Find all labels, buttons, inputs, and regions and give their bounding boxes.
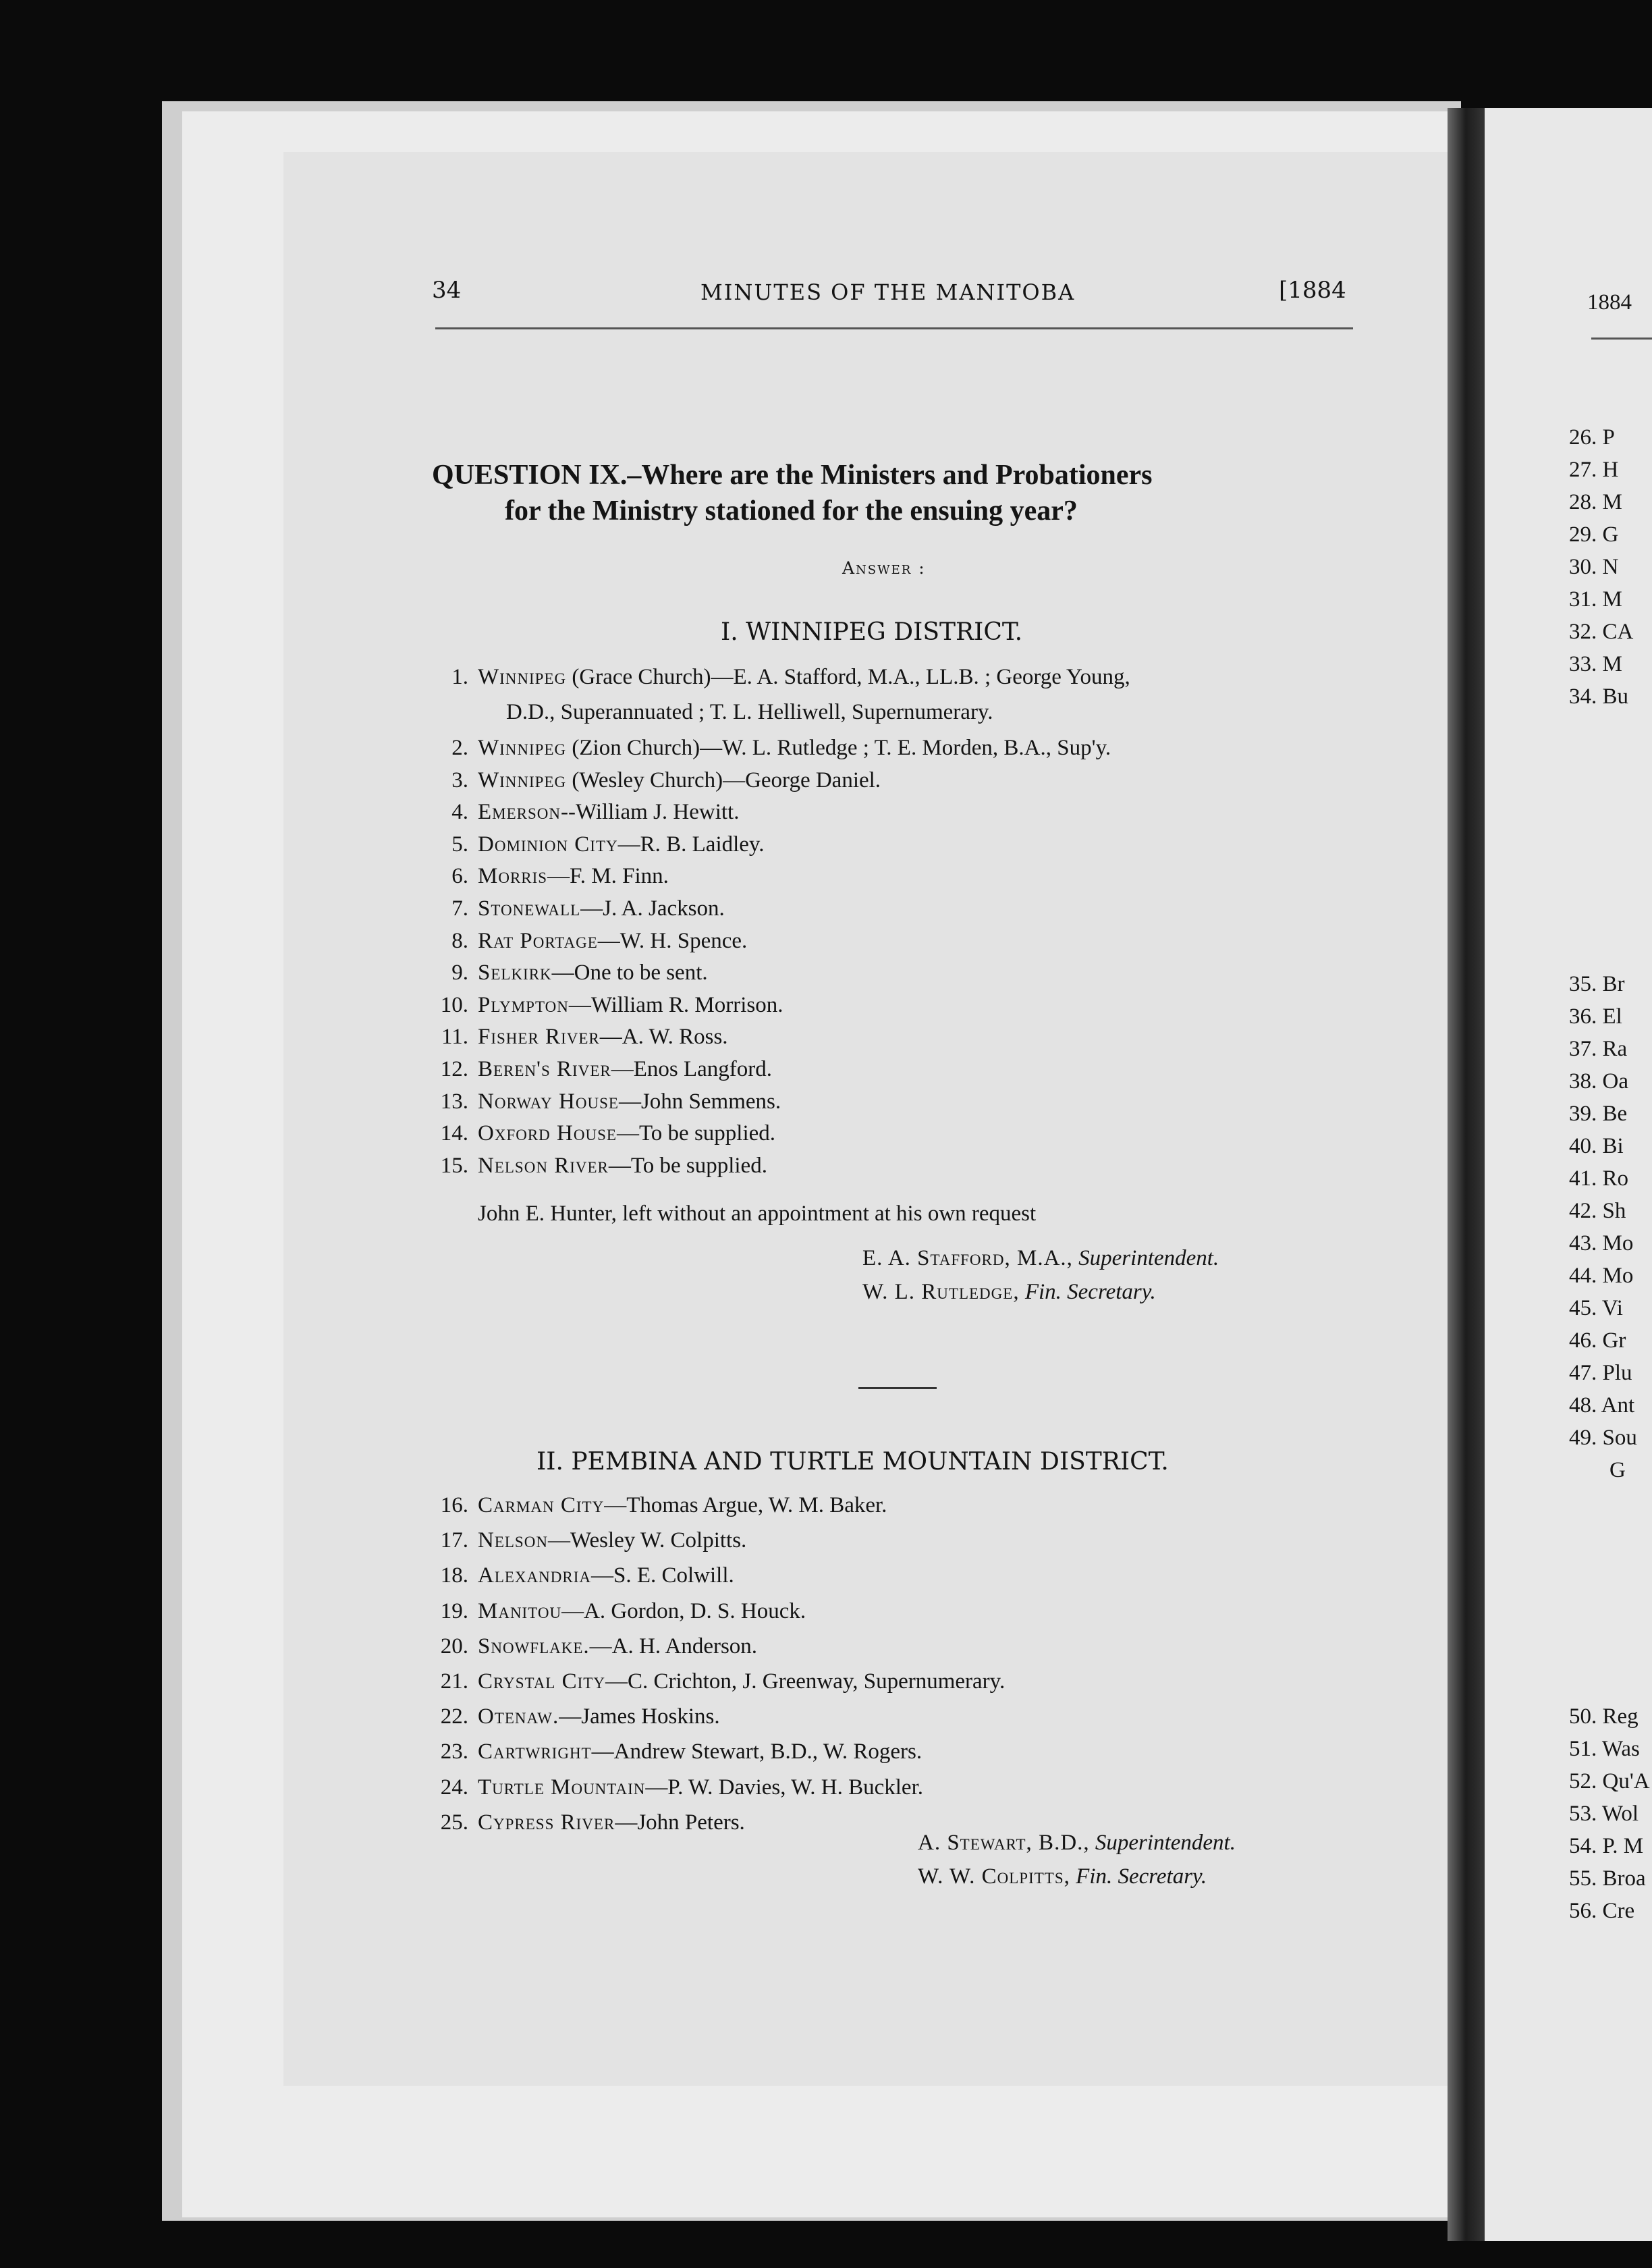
station-name: Norway House bbox=[478, 1089, 619, 1114]
facing-list-item: 35. Br bbox=[1569, 972, 1625, 996]
item-number: 8. bbox=[451, 928, 468, 953]
station-name: Beren's River bbox=[478, 1057, 611, 1081]
item-number: 3. bbox=[451, 767, 468, 792]
item-number: 14. bbox=[440, 1121, 468, 1146]
station-name: Cypress River bbox=[478, 1810, 615, 1835]
facing-list-item: 42. Sh bbox=[1569, 1199, 1626, 1223]
facing-list-item: 39. Be bbox=[1569, 1102, 1628, 1126]
list-item bbox=[425, 993, 783, 1018]
list-item bbox=[425, 1739, 922, 1764]
facing-list-item: 38. Oa bbox=[1569, 1069, 1628, 1094]
appointment-text: (Zion Church)—W. L. Rutledge ; T. E. Morden, B.A., Sup'y. bbox=[566, 736, 1111, 760]
list-item bbox=[425, 1599, 806, 1624]
item-number: 5. bbox=[451, 832, 468, 857]
station-name: Rat Portage bbox=[478, 928, 598, 953]
list-item bbox=[425, 1025, 728, 1050]
list-item bbox=[425, 1775, 923, 1800]
item-number: 10. bbox=[440, 992, 468, 1017]
entry-continuation: D.D., Superannuated ; T. L. Helliwell, Supernumerary. bbox=[506, 700, 993, 724]
item-number: 19. bbox=[440, 1598, 468, 1623]
facing-list-item: 51. Was bbox=[1569, 1737, 1640, 1761]
station-name: Emerson bbox=[478, 800, 561, 825]
district-title: I. WINNIPEG DISTRICT. bbox=[721, 618, 1023, 646]
item-number: 1. bbox=[451, 665, 468, 689]
answer-label: Answer : bbox=[842, 558, 926, 578]
item-number: 24. bbox=[440, 1775, 468, 1800]
question-title: QUESTION IX.–Where are the Ministers and Probationers bbox=[432, 460, 1153, 491]
facing-list-item: 53. Wol bbox=[1569, 1802, 1639, 1826]
station-name: Turtle Mountain bbox=[478, 1775, 646, 1800]
list-item bbox=[425, 1089, 781, 1114]
facing-list-item: 43. Mo bbox=[1569, 1231, 1634, 1256]
station-name: Morris bbox=[478, 864, 548, 889]
list-item bbox=[425, 832, 765, 857]
facing-list-item: 44. Mo bbox=[1569, 1264, 1634, 1288]
station-name: Carman City bbox=[478, 1493, 605, 1517]
station-name: Nelson River bbox=[478, 1153, 609, 1178]
facing-list-item: 45. Vi bbox=[1569, 1296, 1623, 1320]
facing-header-rule bbox=[1591, 338, 1652, 340]
facing-list-item: 26. P bbox=[1569, 425, 1615, 450]
item-number: 20. bbox=[440, 1634, 468, 1658]
signature-secretary bbox=[862, 1280, 1156, 1305]
facing-list-item: 37. Ra bbox=[1569, 1037, 1628, 1061]
district-note: John E. Hunter, left without an appointment at his own request bbox=[478, 1202, 1037, 1226]
item-number: 18. bbox=[440, 1563, 468, 1588]
item-number: 12. bbox=[440, 1057, 468, 1081]
signature-role: Superintendent. bbox=[1078, 1246, 1219, 1270]
station-name: Oxford House bbox=[478, 1121, 617, 1146]
facing-list-item: 52. Qu'A bbox=[1569, 1769, 1650, 1793]
running-title: MINUTES OF THE MANITOBA bbox=[700, 279, 1076, 305]
facing-list-item: 30. N bbox=[1569, 555, 1619, 579]
station-name: Stonewall bbox=[478, 896, 581, 921]
item-number: 15. bbox=[440, 1153, 468, 1178]
item-number: 2. bbox=[451, 736, 468, 760]
item-number: 4. bbox=[451, 800, 468, 825]
station-name: Crystal City bbox=[478, 1669, 605, 1694]
appointment-text: —S. E. Colwill. bbox=[590, 1563, 734, 1588]
appointment-text: (Grace Church)—E. A. Stafford, M.A., LL.B. ; George Young, bbox=[566, 665, 1130, 689]
appointment-text: —Andrew Stewart, B.D., W. Rogers. bbox=[591, 1739, 923, 1764]
appointment-text: —A. H. Anderson. bbox=[589, 1634, 758, 1658]
appointment-text: —John Semmens. bbox=[618, 1089, 781, 1114]
item-number: 13. bbox=[440, 1089, 468, 1114]
appointment-text: —W. H. Spence. bbox=[597, 928, 748, 953]
facing-list-item: 31. M bbox=[1569, 587, 1622, 612]
item-number: 17. bbox=[440, 1528, 468, 1553]
list-item bbox=[425, 1704, 720, 1729]
facing-list-item: 29. G bbox=[1569, 522, 1619, 547]
list-item bbox=[425, 1528, 746, 1553]
list-item bbox=[425, 896, 725, 921]
facing-list-item: 48. Ant bbox=[1569, 1393, 1635, 1418]
station-name: Otenaw. bbox=[478, 1704, 559, 1729]
list-item bbox=[425, 1563, 734, 1588]
signature-superintendent bbox=[918, 1831, 1236, 1856]
signature-name: W. L. Rutledge, bbox=[862, 1280, 1020, 1304]
list-item bbox=[425, 929, 747, 954]
appointment-text: —To be supplied. bbox=[616, 1121, 776, 1146]
station-name: Cartwright bbox=[478, 1739, 592, 1764]
list-item bbox=[425, 1810, 745, 1835]
list-item bbox=[425, 1669, 1005, 1694]
appointment-text: —James Hoskins. bbox=[559, 1704, 720, 1729]
page-number: 34 bbox=[432, 277, 462, 304]
station-name: Selkirk bbox=[478, 961, 552, 986]
station-name: Winnipeg bbox=[478, 736, 567, 760]
facing-list-item: 32. CA bbox=[1569, 620, 1634, 644]
list-item bbox=[425, 736, 1111, 761]
station-name: Alexandria bbox=[478, 1563, 591, 1588]
facing-list-item: 41. Ro bbox=[1569, 1166, 1629, 1191]
page-year: [1884 bbox=[1279, 277, 1346, 304]
facing-year: 1884 bbox=[1587, 290, 1632, 315]
facing-list-item: 50. Reg bbox=[1569, 1704, 1639, 1729]
district-title: II. PEMBINA AND TURTLE MOUNTAIN DISTRICT. bbox=[536, 1448, 1169, 1476]
facing-list-item: 36. El bbox=[1569, 1004, 1622, 1029]
station-name: Nelson bbox=[478, 1528, 548, 1553]
signature-role: Superintendent. bbox=[1095, 1831, 1236, 1855]
list-item bbox=[425, 1634, 757, 1659]
signature-role: Fin. Secretary. bbox=[1076, 1864, 1207, 1889]
facing-list-item: 47. Plu bbox=[1569, 1361, 1632, 1385]
signature-name: W. W. Colpitts, bbox=[918, 1864, 1070, 1889]
list-item bbox=[425, 768, 881, 793]
station-name: Winnipeg bbox=[478, 767, 567, 792]
item-number: 16. bbox=[440, 1493, 468, 1517]
appointment-text: —P. W. Davies, W. H. Buckler. bbox=[645, 1775, 923, 1800]
item-number: 11. bbox=[441, 1025, 468, 1050]
list-item bbox=[425, 665, 1130, 690]
list-item bbox=[425, 1121, 775, 1146]
facing-list-item: 56. Cre bbox=[1569, 1899, 1635, 1923]
facing-list-item: 33. M bbox=[1569, 652, 1622, 676]
appointment-text: —Thomas Argue, W. M. Baker. bbox=[604, 1493, 887, 1517]
signature-superintendent bbox=[862, 1246, 1219, 1271]
signature-role: Fin. Secretary. bbox=[1024, 1280, 1156, 1304]
appointment-text: —To be supplied. bbox=[608, 1153, 767, 1178]
item-number: 23. bbox=[440, 1739, 468, 1764]
item-number: 22. bbox=[440, 1704, 468, 1729]
station-name: Snowflake. bbox=[478, 1634, 590, 1658]
item-number: 6. bbox=[451, 864, 468, 889]
signature-secretary bbox=[918, 1864, 1207, 1889]
appointment-text: —Wesley W. Colpitts. bbox=[547, 1528, 747, 1553]
facing-list-item: 54. P. M bbox=[1569, 1834, 1644, 1858]
station-name: Winnipeg bbox=[478, 665, 567, 689]
station-name: Dominion City bbox=[478, 832, 618, 857]
appointment-text: —One to be sent. bbox=[551, 961, 708, 986]
appointment-text: —William R. Morrison. bbox=[568, 992, 783, 1017]
facing-list-item: 27. H bbox=[1569, 458, 1619, 482]
signature-name: A. Stewart, B.D., bbox=[918, 1831, 1090, 1855]
item-number: 21. bbox=[440, 1669, 468, 1694]
appointment-text: —F. M. Finn. bbox=[547, 864, 669, 889]
item-number: 7. bbox=[451, 896, 468, 921]
signature-name: E. A. Stafford, M.A., bbox=[862, 1246, 1073, 1270]
item-number: 25. bbox=[440, 1810, 468, 1835]
facing-list-item: G bbox=[1609, 1458, 1626, 1482]
facing-list-item: 49. Sou bbox=[1569, 1426, 1637, 1450]
list-item bbox=[425, 961, 708, 986]
book-gutter bbox=[1448, 108, 1488, 2241]
facing-list-item: 34. Bu bbox=[1569, 684, 1629, 709]
list-item bbox=[425, 1057, 772, 1082]
appointment-text: —R. B. Laidley. bbox=[617, 832, 765, 857]
list-item bbox=[425, 1154, 767, 1179]
appointment-text: —Enos Langford. bbox=[611, 1057, 773, 1081]
appointment-text: —A. Gordon, D. S. Houck. bbox=[561, 1598, 806, 1623]
appointment-text: --William J. Hewitt. bbox=[561, 800, 740, 825]
station-name: Manitou bbox=[478, 1598, 562, 1623]
station-name: Fisher River bbox=[478, 1025, 600, 1050]
list-item bbox=[425, 864, 669, 889]
facing-list-item: 55. Broa bbox=[1569, 1866, 1646, 1891]
appointment-text: (Wesley Church)—George Daniel. bbox=[566, 767, 881, 792]
appointment-text: —John Peters. bbox=[615, 1810, 745, 1835]
item-number: 9. bbox=[451, 961, 468, 986]
header-rule bbox=[435, 327, 1353, 329]
station-name: Plympton bbox=[478, 992, 569, 1017]
appointment-text: —A. W. Ross. bbox=[599, 1025, 728, 1050]
section-divider bbox=[858, 1387, 937, 1389]
facing-list-item: 40. Bi bbox=[1569, 1134, 1624, 1158]
list-item bbox=[425, 1493, 887, 1518]
appointment-text: —J. A. Jackson. bbox=[580, 896, 725, 921]
facing-list-item: 28. M bbox=[1569, 490, 1622, 514]
facing-list-item: 46. Gr bbox=[1569, 1328, 1626, 1353]
appointment-text: —C. Crichton, J. Greenway, Supernumerary. bbox=[605, 1669, 1006, 1694]
list-item bbox=[425, 800, 739, 825]
question-title-line2: for the Ministry stationed for the ensuing year? bbox=[505, 495, 1078, 526]
